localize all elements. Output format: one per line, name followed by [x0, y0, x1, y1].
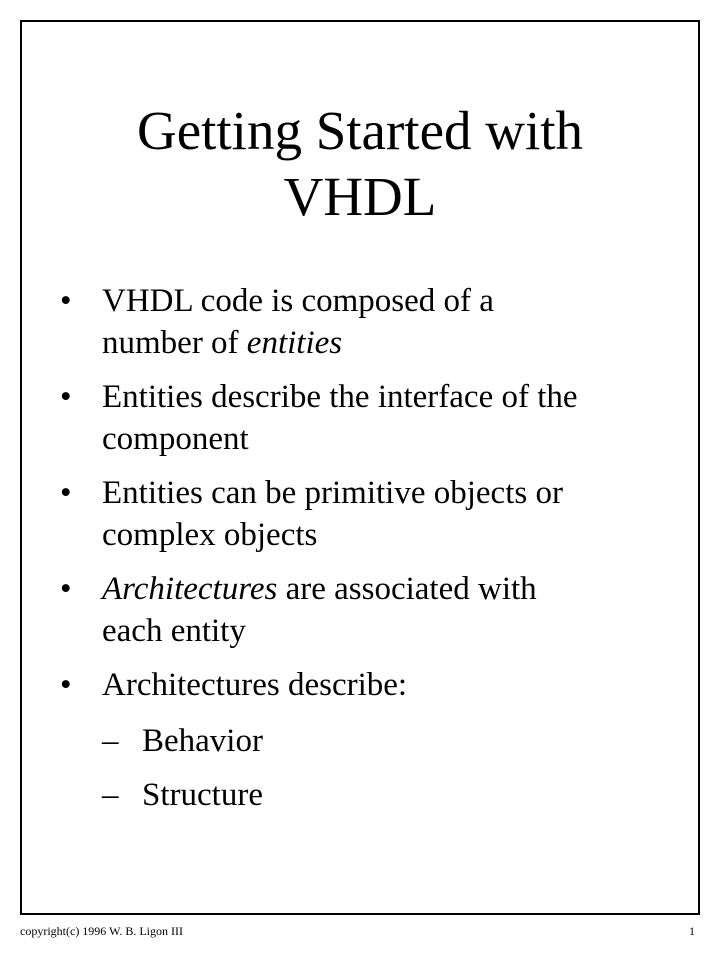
sub-bullet-behavior — [102, 720, 680, 762]
bullet-icon: • — [60, 667, 72, 703]
bullet-item-interface — [60, 376, 680, 460]
dash-icon: – — [102, 723, 119, 759]
bullet-text-line-1: Entities can be primitive objects or — [102, 475, 563, 511]
bullet-text-emphasis: Architectures — [102, 571, 278, 607]
bullet-text-line-1: VHDL code is composed of a — [102, 283, 494, 319]
bullet-text-line-1: Architectures describe: — [102, 667, 408, 703]
bullet-text-line-1: Entities describe the interface of the — [102, 379, 578, 415]
bullet-text-line-2: complex objects — [102, 517, 318, 553]
bullet-icon: • — [60, 283, 72, 319]
sub-bullet-structure — [102, 774, 680, 816]
bullet-text-line-2: component — [102, 421, 249, 457]
bullet-text-line-1 — [102, 568, 680, 610]
footer-copyright: copyright(c) 1996 W. B. Ligon III — [20, 924, 183, 938]
dash-icon: – — [102, 777, 119, 813]
bullet-text-prefix: number of — [102, 325, 247, 361]
bullet-list — [60, 280, 680, 828]
bullet-text-suffix: are associated with — [277, 571, 537, 607]
bullet-item-entities — [60, 280, 680, 364]
bullet-item-describe — [60, 664, 680, 816]
bullet-item-primitive — [60, 472, 680, 556]
bullet-icon: • — [60, 379, 72, 415]
bullet-text-emphasis: entities — [246, 325, 343, 361]
sub-bullet-text: Behavior — [142, 723, 263, 759]
page-number: 1 — [689, 924, 695, 938]
sub-bullet-list — [102, 720, 680, 816]
bullet-text-line-2: each entity — [102, 613, 246, 649]
bullet-icon: • — [60, 475, 72, 511]
slide-title — [20, 98, 700, 230]
bullet-text-line-2 — [102, 322, 680, 364]
bullet-item-architectures — [60, 568, 680, 652]
title-line-2: VHDL — [283, 166, 437, 227]
bullet-icon: • — [60, 571, 72, 607]
title-line-1: Getting Started with — [136, 100, 584, 161]
sub-bullet-text: Structure — [142, 777, 263, 813]
